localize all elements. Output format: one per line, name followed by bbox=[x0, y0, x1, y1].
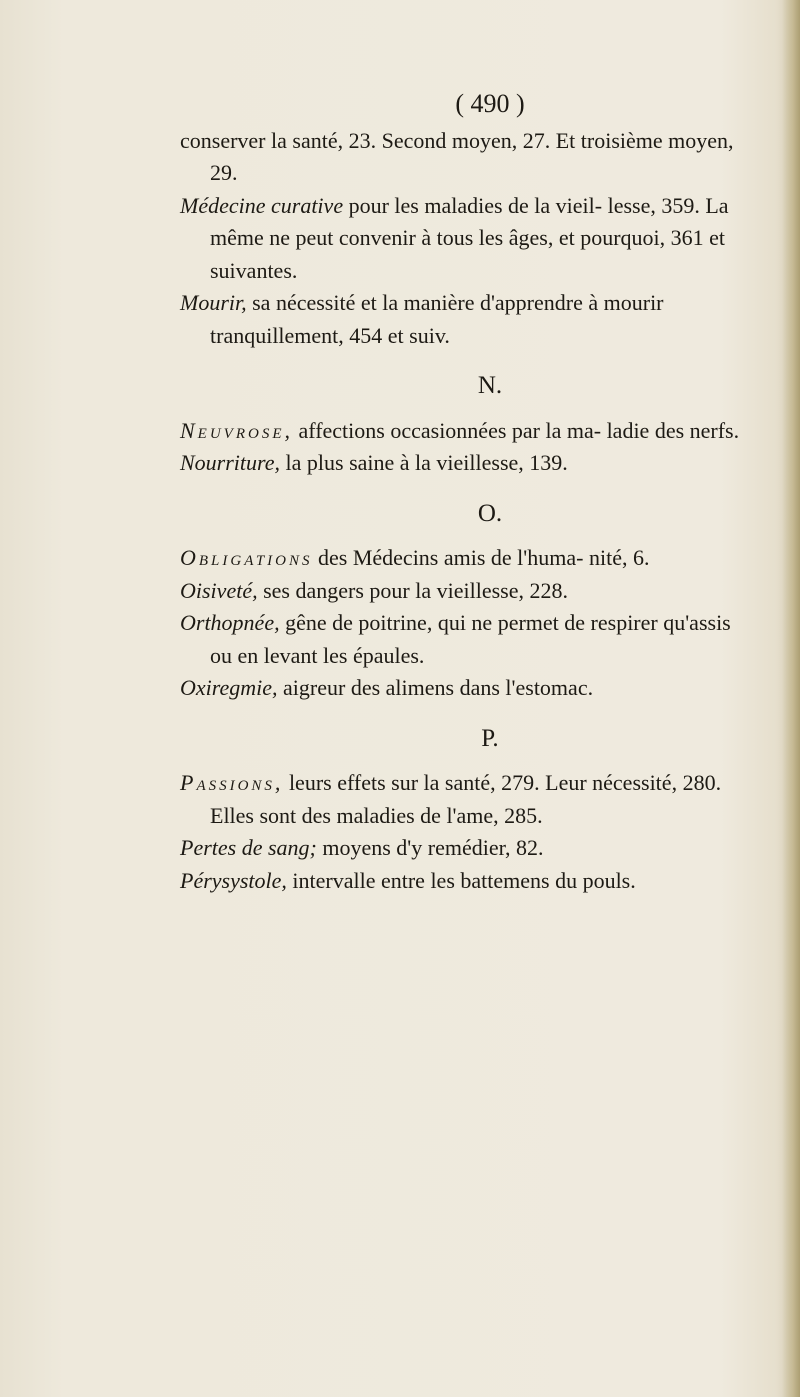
entry-text: sa nécessité et la manière d'apprendre à mourir tranquillement, 454 et suiv. bbox=[210, 290, 664, 348]
entry-text: leurs effets sur la santé, 279. Leur nécessité, 280. Elles sont des maladies de l'ame, 285. bbox=[210, 770, 722, 828]
index-entry bbox=[180, 865, 740, 898]
entry-headword: Pertes de sang; bbox=[180, 835, 317, 860]
entry-text: conserver la santé, 23. Second moyen, 27. Et troisième moyen, 29. bbox=[180, 127, 734, 185]
entry-headword: Pérysystole, bbox=[180, 867, 287, 893]
index-entry bbox=[180, 832, 740, 865]
entry-headword: Nourriture, bbox=[180, 450, 281, 475]
index-entry bbox=[180, 542, 740, 575]
entry-headword: Mourir, bbox=[180, 290, 247, 315]
entry-headword: Oxiregmie, bbox=[180, 675, 278, 700]
section-letter-o: O. bbox=[477, 499, 503, 527]
entry-text: la plus saine à la vieillesse, 139. bbox=[280, 450, 568, 475]
index-entry bbox=[180, 415, 740, 448]
entry-text: affections occasionnées par la ma- ladie des nerfs. bbox=[293, 417, 740, 443]
entry-text: pour les maladies de la vieil- lesse, 359. La même ne peut convenir à tous les âges, et pourquoi, 361 et suivantes. bbox=[210, 192, 729, 283]
index-entry bbox=[180, 190, 740, 288]
index-entry bbox=[180, 672, 740, 705]
entry-text: moyens d'y remédier, 82. bbox=[316, 835, 544, 860]
entry-headword: Neuvrose, bbox=[180, 417, 293, 443]
entry-text: aigreur des alimens dans l'estomac. bbox=[277, 675, 594, 700]
index-text bbox=[180, 88, 740, 897]
page-edge bbox=[782, 0, 800, 1397]
entry-headword: Obligations bbox=[180, 545, 313, 570]
entry-headword: Médecine curative bbox=[180, 192, 344, 218]
page-number: ( 490 ) bbox=[455, 89, 525, 118]
entry-headword: Oisiveté, bbox=[180, 577, 258, 603]
entry-text: intervalle entre les battemens du pouls. bbox=[286, 867, 636, 893]
continuation-entry bbox=[180, 125, 740, 190]
index-entry bbox=[180, 607, 740, 672]
entry-text: des Médecins amis de l'huma- nité, 6. bbox=[312, 545, 650, 570]
index-entry bbox=[180, 575, 740, 608]
section-letter-n: N. bbox=[477, 372, 503, 399]
entry-headword: Passions, bbox=[180, 770, 284, 795]
section-letter-p: P. bbox=[481, 724, 499, 752]
entry-text: ses dangers pour la vieillesse, 228. bbox=[257, 577, 568, 603]
index-entry bbox=[180, 447, 740, 480]
index-entry bbox=[180, 287, 740, 352]
entry-headword: Orthopnée, bbox=[180, 610, 280, 635]
index-entry bbox=[180, 767, 740, 832]
entry-text: gêne de poitrine, qui ne permet de respirer qu'assis ou en levant les épaules. bbox=[210, 610, 731, 668]
